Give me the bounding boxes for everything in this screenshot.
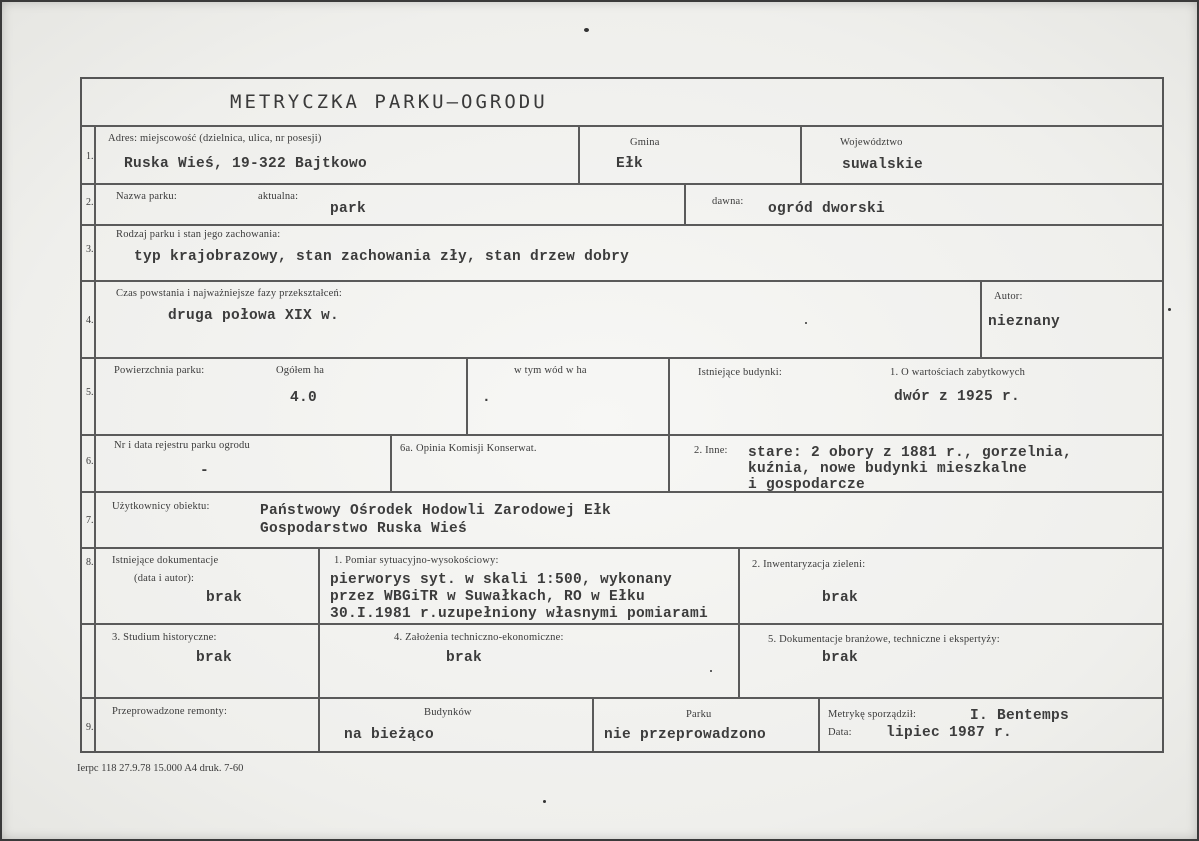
author-value: nieznany [988, 314, 1061, 330]
park-type-label: Rodzaj parku i stan jego zachowania: [116, 229, 281, 240]
former-name-label: dawna: [712, 196, 744, 207]
survey-line: pierworys syt. w skali 1:500, wykonany [330, 572, 673, 588]
existing-docs-value: brak [206, 590, 243, 606]
row-divider [82, 547, 1162, 549]
water-area-label: w tym wód w ha [514, 365, 587, 376]
cell-divider [800, 125, 802, 183]
cell-divider [980, 280, 982, 357]
form-title: METRYCZKA PARKU–OGRODU [230, 91, 548, 113]
register-value: - [200, 463, 210, 479]
conservator-opinion-label: 6a. Opinia Komisji Konserwat. [400, 443, 537, 454]
park-repairs-label: Parku [686, 709, 712, 720]
row-divider [94, 623, 1162, 625]
cell-divider [466, 357, 468, 434]
voivodeship-label: Województwo [840, 137, 903, 148]
total-area-value: 4.0 [290, 390, 318, 406]
cell-divider [738, 547, 740, 697]
prepared-by-value: I. Bentemps [970, 708, 1070, 724]
repairs-label: Przeprowadzone remonty: [112, 706, 228, 717]
voivodeship-value: suwalskie [842, 157, 924, 173]
historical-study-value: brak [196, 650, 233, 666]
origin-label: Czas powstania i najważniejsze fazy przekształceń: [116, 288, 343, 299]
other-buildings-line: stare: 2 obory z 1881 r., gorzelnia, [748, 445, 1073, 461]
date-value: lipiec 1987 r. [886, 725, 1013, 741]
water-area-value: . [482, 390, 492, 406]
row-divider [82, 125, 1162, 127]
row-number: 3. [86, 244, 94, 255]
historical-study-label: 3. Studium historyczne: [112, 632, 217, 643]
cell-divider [578, 125, 580, 183]
cell-divider [318, 547, 320, 697]
row-divider [82, 280, 1162, 282]
scan-speck [1168, 308, 1171, 311]
area-label: Powierzchnia parku: [114, 365, 205, 376]
row-divider [82, 697, 1162, 699]
origin-value: druga połowa XIX w. [168, 308, 340, 324]
prepared-by-label: Metrykę sporządził: [828, 709, 917, 720]
industry-docs-label: 5. Dokumentacje branżowe, techniczne i ekspertyży: [768, 634, 1000, 645]
row-divider [82, 491, 1162, 493]
existing-docs-label: Istniejące dokumentacje [112, 555, 219, 566]
row-number: 6. [86, 456, 94, 467]
former-name-value: ogród dworski [768, 201, 886, 217]
scan-speck [805, 322, 807, 324]
other-buildings-line: kuźnia, nowe budynki mieszkalne [748, 461, 1028, 477]
row-divider [82, 357, 1162, 359]
scan-speck [710, 670, 712, 672]
buildings-label: Istniejące budynki: [698, 367, 782, 378]
other-buildings-line: i gospodarcze [748, 477, 866, 493]
cell-divider [668, 434, 670, 491]
row-number: 4. [86, 315, 94, 326]
date-label: Data: [828, 727, 852, 738]
current-name-label: aktualna: [258, 191, 299, 202]
gmina-value: Ełk [616, 156, 644, 172]
row-divider [82, 434, 1162, 436]
technical-assumptions-value: brak [446, 650, 483, 666]
row-number: 7. [86, 515, 94, 526]
total-area-label: Ogółem ha [276, 365, 325, 376]
number-column-divider [94, 125, 96, 751]
monument-buildings-value: dwór z 1925 r. [894, 389, 1021, 405]
author-label: Autor: [994, 291, 1023, 302]
other-buildings-label: 2. Inne: [694, 445, 728, 456]
row-number: 9. [86, 722, 94, 733]
row-number: 8. [86, 557, 94, 568]
print-footer: Ierpc 118 27.9.78 15.000 A4 druk. 7-60 [77, 763, 244, 774]
buildings-repairs-label: Budynków [424, 707, 472, 718]
address-value: Ruska Wieś, 19-322 Bajtkowo [124, 156, 368, 172]
row-number: 1. [86, 151, 94, 162]
row-divider [82, 183, 1162, 185]
row-number: 5. [86, 387, 94, 398]
greenery-inventory-value: brak [822, 590, 859, 606]
cell-divider [668, 357, 670, 434]
scan-speck [584, 28, 589, 32]
technical-assumptions-label: 4. Założenia techniczno-ekonomiczne: [394, 632, 564, 643]
park-record-form [80, 77, 1164, 753]
current-name-value: park [330, 201, 367, 217]
scan-speck [543, 800, 546, 803]
monument-buildings-label: 1. O wartościach zabytkowych [890, 367, 1026, 378]
park-repairs-value: nie przeprowadzono [604, 727, 767, 743]
survey-line: 30.I.1981 r.uzupełniony własnymi pomiarami [330, 606, 709, 622]
industry-docs-value: brak [822, 650, 859, 666]
greenery-inventory-label: 2. Inwentaryzacja zieleni: [752, 559, 866, 570]
existing-docs-sublabel: (data i autor): [134, 573, 195, 584]
users-label: Użytkownicy obiektu: [112, 501, 210, 512]
park-type-value: typ krajobrazowy, stan zachowania zły, stan drzew dobry [134, 249, 630, 265]
cell-divider [684, 183, 686, 224]
survey-label: 1. Pomiar sytuacyjno-wysokościowy: [334, 555, 499, 566]
cell-divider [592, 697, 594, 751]
cell-divider [390, 434, 392, 491]
users-line: Państwowy Ośrodek Hodowli Zarodowej Ełk [260, 503, 612, 519]
register-label: Nr i data rejestru parku ogrodu [114, 440, 250, 451]
cell-divider [818, 697, 820, 751]
buildings-repairs-value: na bieżąco [344, 727, 435, 743]
row-divider [82, 224, 1162, 226]
gmina-label: Gmina [630, 137, 660, 148]
cell-divider [318, 697, 320, 751]
survey-line: przez WBGiTR w Suwałkach, RO w Ełku [330, 589, 646, 605]
park-name-label: Nazwa parku: [116, 191, 177, 202]
users-line: Gospodarstwo Ruska Wieś [260, 521, 468, 537]
row-number: 2. [86, 197, 94, 208]
address-label: Adres: miejscowość (dzielnica, ulica, nr posesji) [108, 133, 322, 144]
